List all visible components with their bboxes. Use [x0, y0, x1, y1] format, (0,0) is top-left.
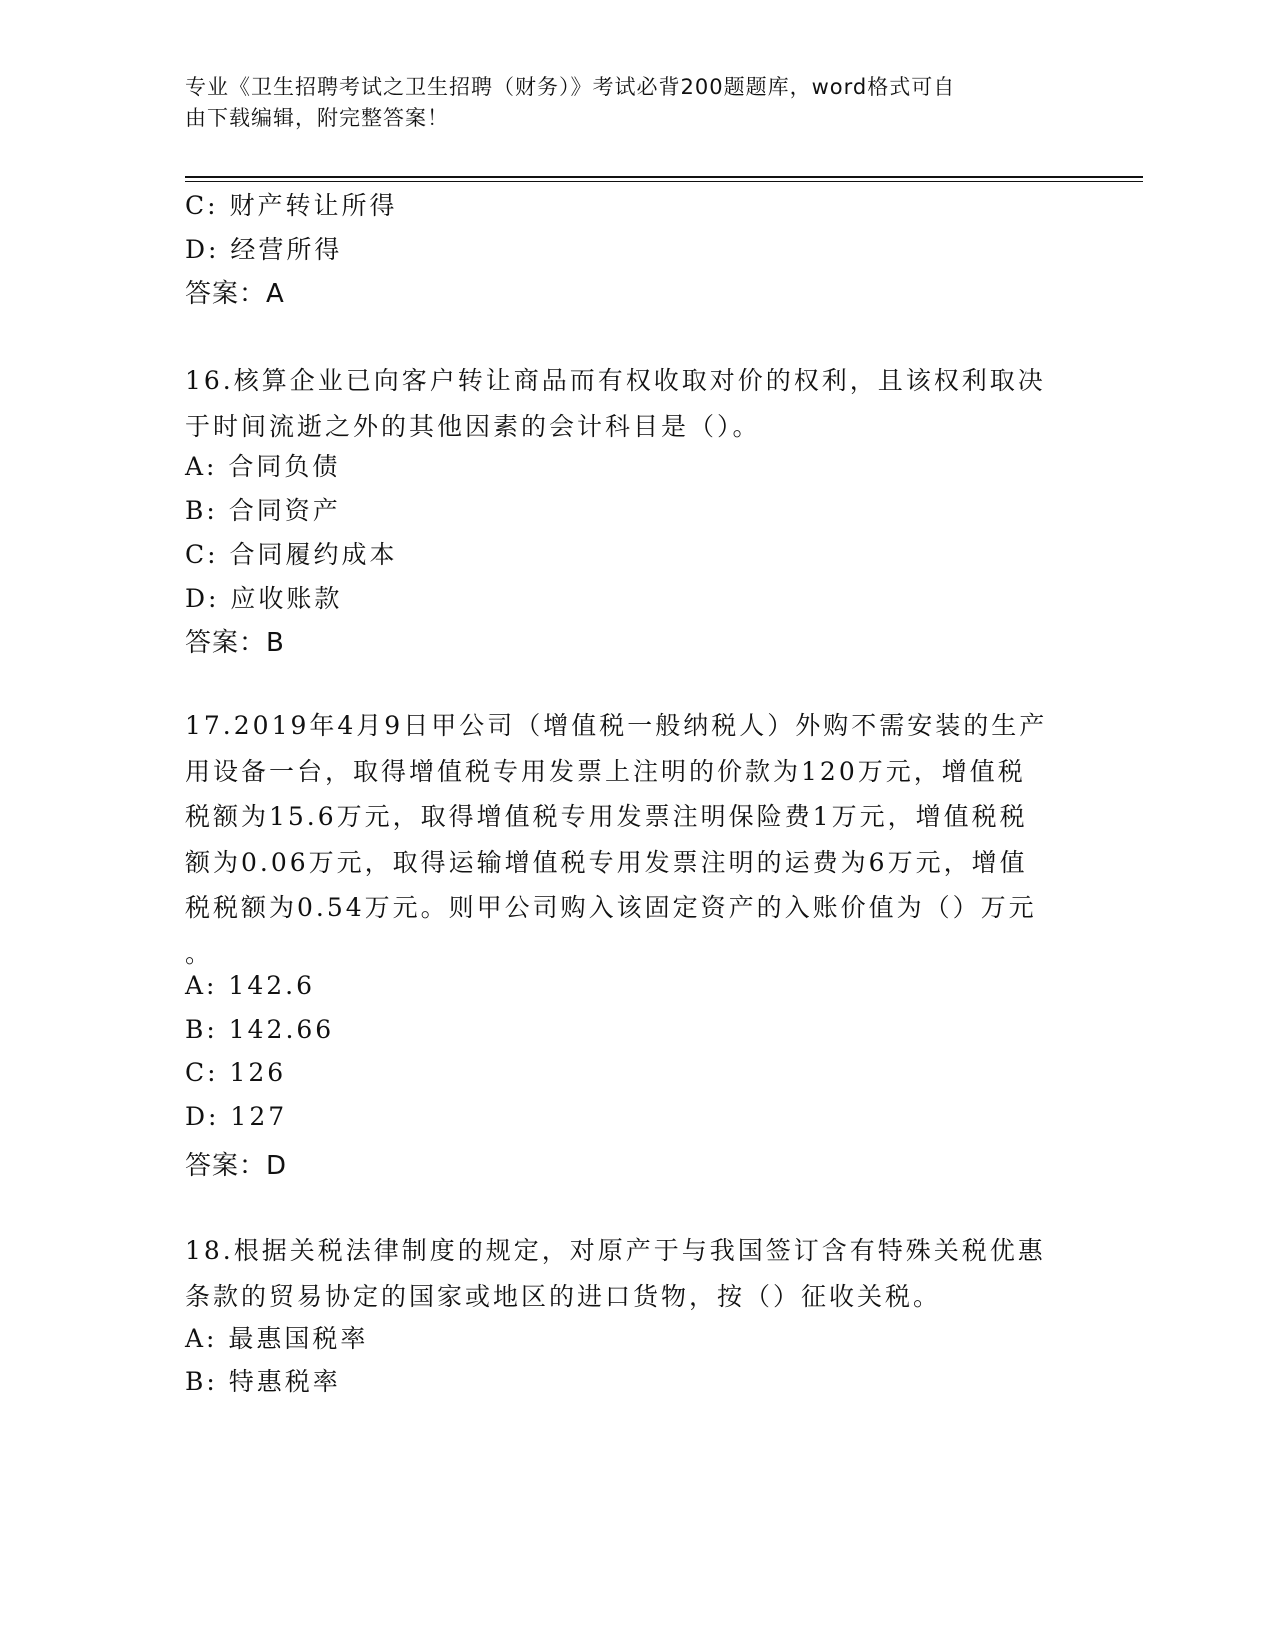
- header-rule-thick: [185, 176, 1143, 178]
- q18-option-b: B: 特惠税率: [185, 1367, 341, 1396]
- q17-stem: [185, 703, 1075, 976]
- header-rule-thin: [185, 181, 1143, 182]
- q17-option-b: B: 142.66: [185, 1015, 335, 1044]
- q16-option-b: B: 合同资产: [185, 496, 341, 525]
- q16-stem-line: 于时间流逝之外的其他因素的会计科目是（）。: [185, 411, 761, 441]
- q17-stem-line: 17.2019年4月9日甲公司（增值税一般纳税人）外购不需安装的生产: [185, 711, 1048, 740]
- q15-answer: 答案：A: [185, 279, 285, 309]
- q15-option-c: C: 财产转让所得: [185, 191, 398, 220]
- header-line-1: 专业《卫生招聘考试之卫生招聘（财务）》考试必背200题题库，word格式可自: [185, 75, 956, 99]
- q17-stem-line: 用设备一台，取得增值税专用发票上注明的价款为120万元，增值税: [185, 756, 1026, 786]
- q16-answer: 答案：B: [185, 628, 285, 658]
- q18-stem-line: 条款的贸易协定的国家或地区的进口货物，按（）征收关税。: [185, 1281, 942, 1311]
- q16-option-d: D: 应收账款: [185, 584, 343, 613]
- q15-option-d: D: 经营所得: [185, 235, 343, 264]
- q17-answer: 答案：D: [185, 1151, 288, 1181]
- q16-stem: [185, 358, 1075, 449]
- q17-option-c: C: 126: [185, 1058, 287, 1087]
- q18-stem: [185, 1228, 1075, 1319]
- q17-stem-line: 税额为15.6万元，取得增值税专用发票注明保险费1万元，增值税税: [185, 802, 1028, 831]
- q17-stem-line: 额为0.06万元，取得运输增值税专用发票注明的运费为6万元，增值: [185, 847, 1028, 877]
- q18-option-a: A: 最惠国税率: [185, 1324, 369, 1353]
- q16-option-a: A: 合同负债: [185, 452, 341, 481]
- q16-stem-line: 16.核算企业已向客户转让商品而有权收取对价的权利，且该权利取决: [185, 366, 1046, 395]
- header-line-2: 由下载编辑，附完整答案！: [185, 106, 449, 130]
- q16-option-c: C: 合同履约成本: [185, 540, 398, 569]
- q17-option-d: D: 127: [185, 1102, 288, 1131]
- q17-option-a: A: 142.6: [185, 971, 315, 1000]
- q18-stem-line: 18.根据关税法律制度的规定，对原产于与我国签订含有特殊关税优惠: [185, 1236, 1046, 1265]
- q17-stem-line: 。: [185, 938, 214, 968]
- q17-stem-line: 税税额为0.54万元。则甲公司购入该固定资产的入账价值为（）万元: [185, 893, 1037, 922]
- document-header: [185, 72, 1065, 134]
